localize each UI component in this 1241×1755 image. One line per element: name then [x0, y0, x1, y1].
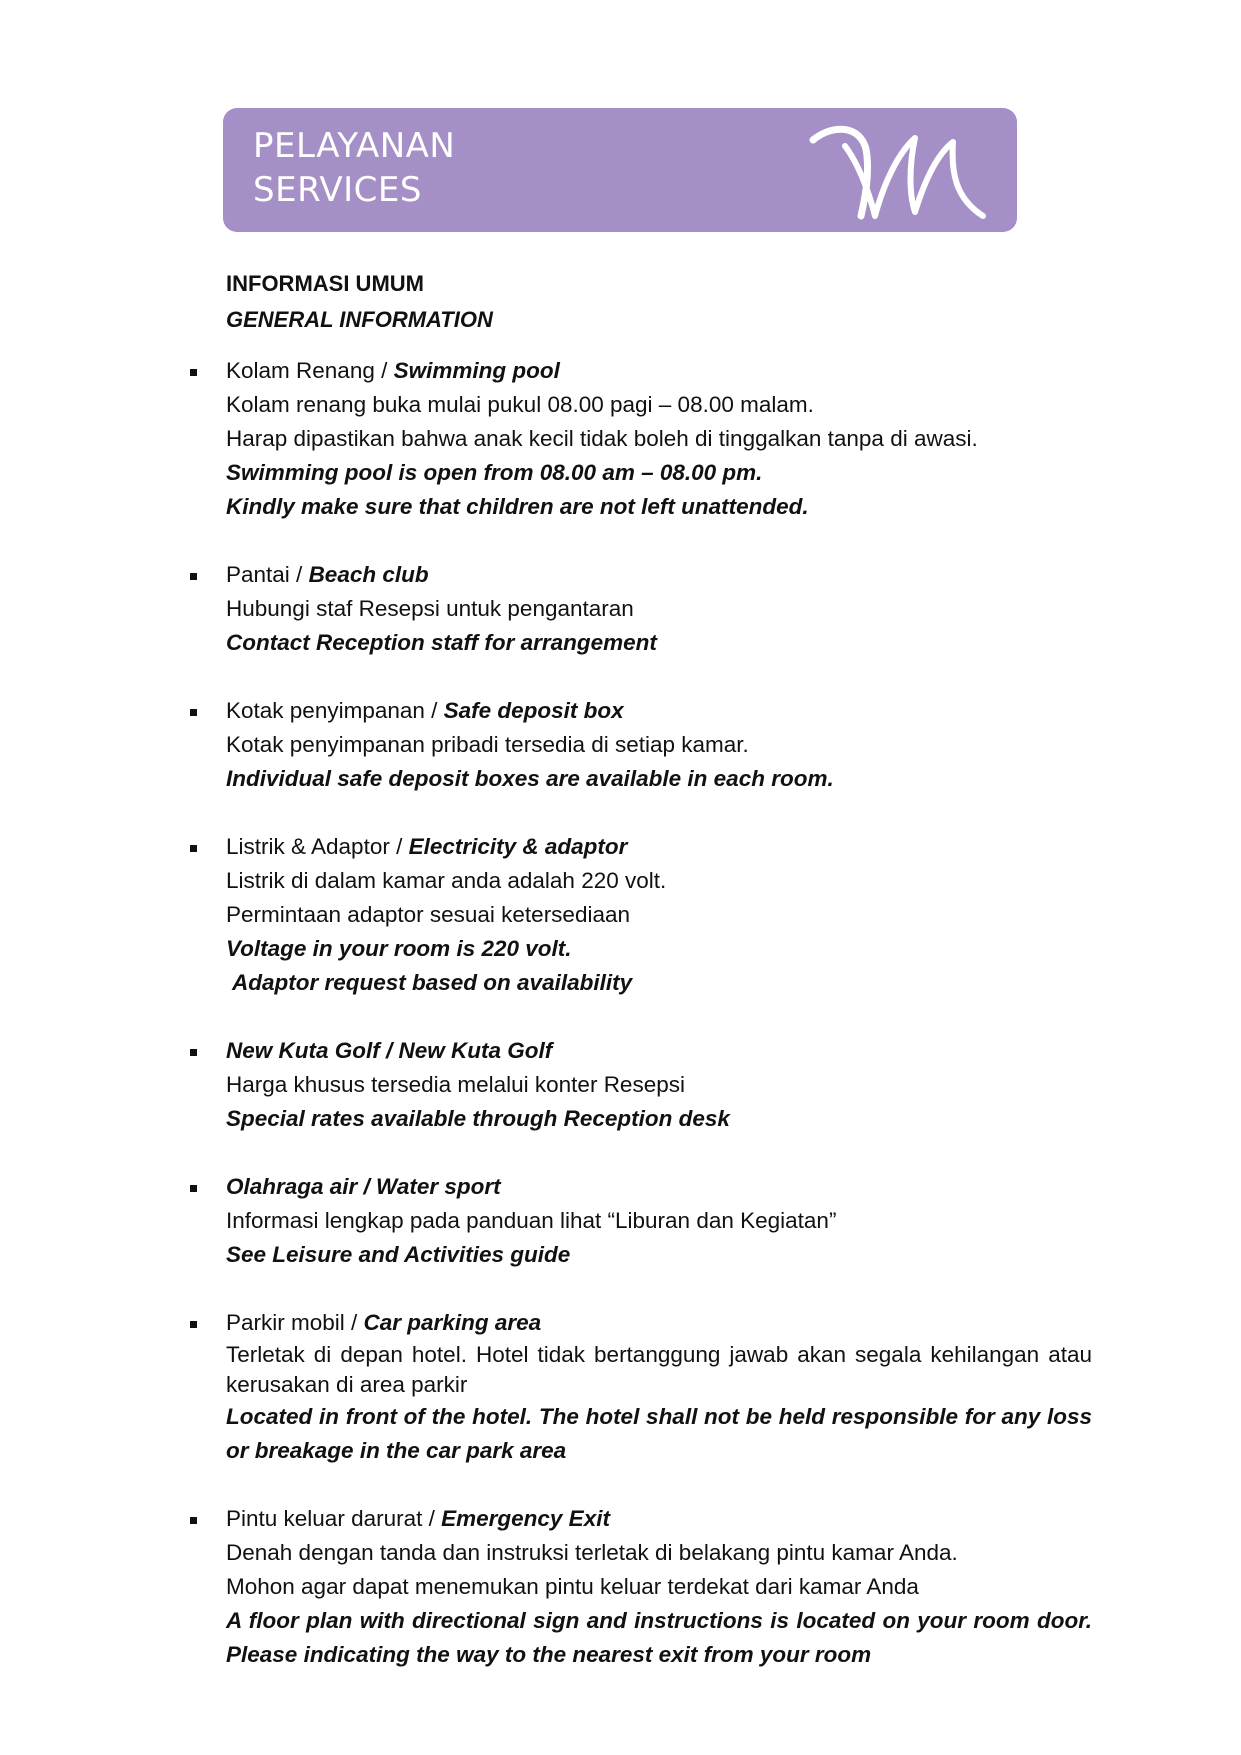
- item-title: Pantai / Beach club: [226, 562, 429, 587]
- list-item-emergency-exit: [226, 1502, 1092, 1672]
- list-item-electricity: [226, 830, 1092, 1000]
- m-script-logo-icon: [805, 116, 995, 226]
- item-text-en: Special rates available through Reception desk: [226, 1106, 730, 1131]
- item-text-id: Kotak penyimpanan pribadi tersedia di setiap kamar.: [226, 732, 749, 757]
- item-text-en: Voltage in your room is 220 volt.: [226, 936, 572, 961]
- list-item-water-sport: [226, 1170, 1092, 1272]
- item-text-en: Swimming pool is open from 08.00 am – 08.00 pm.: [226, 460, 763, 485]
- item-text-id: Mohon agar dapat menemukan pintu keluar terdekat dari kamar Anda: [226, 1574, 919, 1599]
- item-text-en: Adaptor request based on availability: [232, 970, 633, 995]
- banner-title-id: PELAYANAN: [253, 126, 456, 166]
- item-text-id: Kolam renang buka mulai pukul 08.00 pagi – 08.00 malam.: [226, 392, 814, 417]
- item-text-id: Denah dengan tanda dan instruksi terletak di belakang pintu kamar Anda.: [226, 1540, 958, 1565]
- list-item-car-parking: [226, 1306, 1092, 1468]
- info-list: [226, 354, 1092, 1706]
- bullet-icon: [190, 1517, 197, 1524]
- item-text-id: Terletak di depan hotel. Hotel tidak bertanggung jawab akan segala kehilangan atau kerusakan di area parkir: [226, 1342, 1092, 1397]
- item-text-en: Located in front of the hotel. The hotel shall not be held responsible for any loss or breakage in the car park area: [226, 1404, 1092, 1463]
- item-title: New Kuta Golf / New Kuta Golf: [226, 1038, 553, 1063]
- item-text-en: A floor plan with directional sign and instructions is located on your room door. Please indicating the way to the nearest exit from your room: [226, 1608, 1092, 1667]
- bullet-icon: [190, 1321, 197, 1328]
- item-text-id: Listrik di dalam kamar anda adalah 220 volt.: [226, 868, 667, 893]
- item-text-id: Harap dipastikan bahwa anak kecil tidak boleh di tinggalkan tanpa di awasi.: [226, 426, 978, 451]
- item-text-id: Informasi lengkap pada panduan lihat “Liburan dan Kegiatan”: [226, 1208, 837, 1233]
- item-title: Kolam Renang / Swimming pool: [226, 358, 560, 383]
- banner-title-en: SERVICES: [253, 170, 422, 210]
- item-text-id: Hubungi staf Resepsi untuk pengantaran: [226, 596, 634, 621]
- item-text-en: Kindly make sure that children are not left unattended.: [226, 494, 809, 519]
- bullet-icon: [190, 369, 197, 376]
- bullet-icon: [190, 845, 197, 852]
- services-banner: [223, 108, 1017, 232]
- bullet-icon: [190, 573, 197, 580]
- item-title: Pintu keluar darurat / Emergency Exit: [226, 1506, 610, 1531]
- item-title: Kotak penyimpanan / Safe deposit box: [226, 698, 624, 723]
- list-item-safe-deposit-box: [226, 694, 1092, 796]
- bullet-icon: [190, 1049, 197, 1056]
- list-item-beach-club: [226, 558, 1092, 660]
- item-title: Listrik & Adaptor / Electricity & adaptor: [226, 834, 628, 859]
- item-title: Parkir mobil / Car parking area: [226, 1310, 542, 1335]
- item-text-en: See Leisure and Activities guide: [226, 1242, 571, 1267]
- item-title: Olahraga air / Water sport: [226, 1174, 501, 1199]
- item-text-id: Permintaan adaptor sesuai ketersediaan: [226, 902, 631, 927]
- bullet-icon: [190, 709, 197, 716]
- section-heading: [226, 266, 493, 338]
- heading-en: GENERAL INFORMATION: [226, 307, 493, 332]
- banner-title: [253, 124, 455, 212]
- list-item-golf: [226, 1034, 1092, 1136]
- item-text-en: Contact Reception staff for arrangement: [226, 630, 657, 655]
- bullet-icon: [190, 1185, 197, 1192]
- heading-id: INFORMASI UMUM: [226, 271, 424, 296]
- item-text-en: Individual safe deposit boxes are available in each room.: [226, 766, 834, 791]
- item-text-id: Harga khusus tersedia melalui konter Resepsi: [226, 1072, 685, 1097]
- list-item-swimming-pool: [226, 354, 1092, 524]
